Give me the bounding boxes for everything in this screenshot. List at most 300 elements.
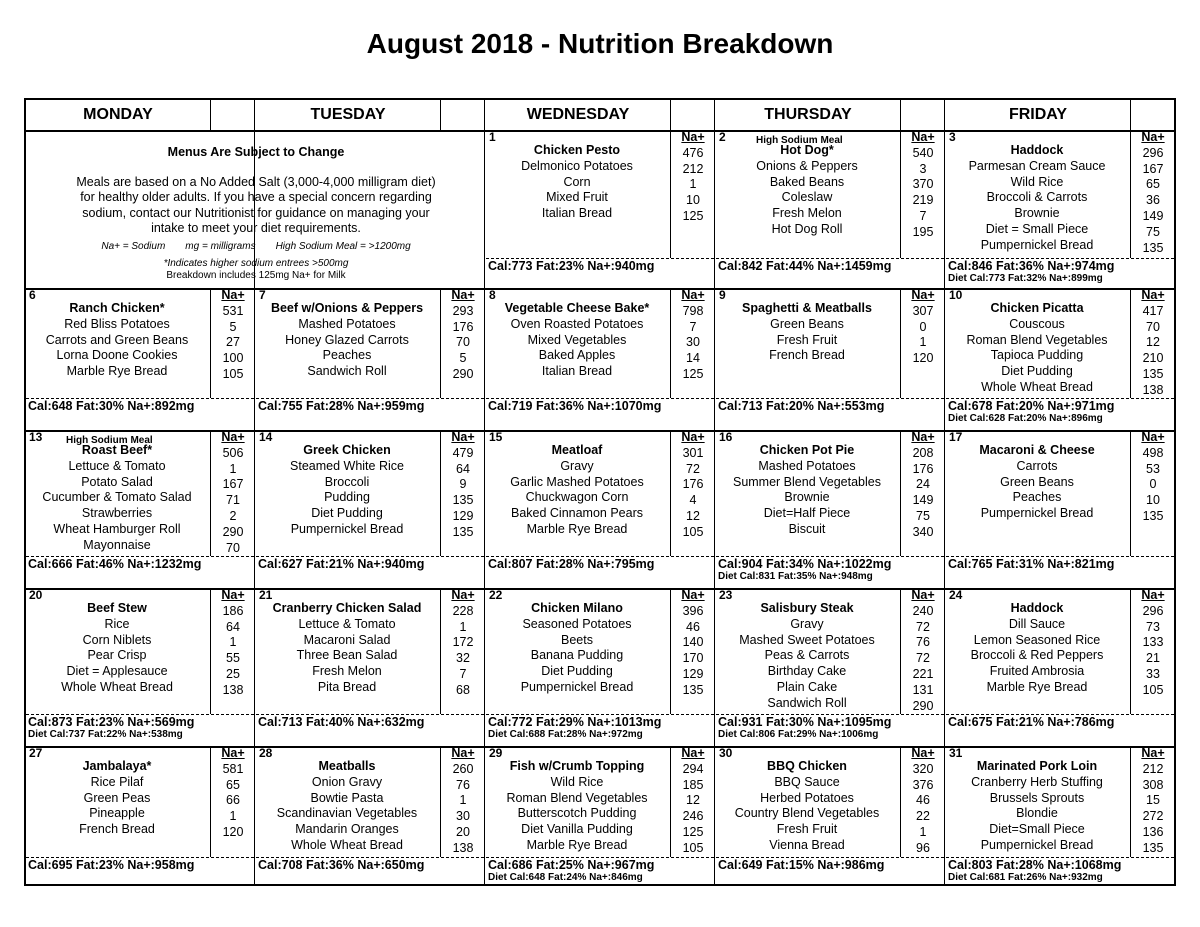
menu-item: Steamed White Rice (290, 458, 404, 473)
entree: Chicken Milano (531, 601, 623, 615)
sodium-label: Na+ (681, 430, 705, 444)
menu-item: Mixed Vegetables (527, 332, 627, 347)
nutrition-summary: Cal:666 Fat:46% Na+:1232mg (26, 556, 254, 572)
menu-item: Garlic Mashed Potatoes (510, 474, 644, 489)
sodium-value: 1 (689, 177, 697, 192)
day-number: 16 (719, 430, 733, 444)
menu-item: Gravy (560, 458, 594, 473)
column-divider (944, 100, 945, 886)
sodium-value: 76 (916, 635, 930, 650)
nutrition-summary: Cal:719 Fat:36% Na+:1070mg (486, 398, 714, 414)
menu-item: Red Bliss Potatoes (64, 316, 170, 331)
sodium-value: 138 (222, 682, 244, 697)
day-cell (486, 746, 714, 886)
menu-item: Brownie (1014, 206, 1060, 221)
sodium-value: 170 (682, 651, 704, 666)
menu-items (486, 143, 668, 222)
day-cell (946, 288, 1174, 430)
sodium-label: Na+ (1141, 588, 1165, 602)
day-number: 22 (489, 588, 503, 602)
header-divider (900, 100, 901, 130)
sodium-divider (210, 746, 211, 857)
sodium-divider (1130, 430, 1131, 556)
menu-items (946, 601, 1128, 696)
nutrition-summary: Cal:773 Fat:23% Na+:940mg (486, 258, 714, 274)
menu-item: Italian Bread (541, 206, 613, 221)
sodium-value: 172 (452, 635, 474, 650)
sodium-value: 135 (682, 682, 704, 697)
menu-item: Lettuce & Tomato (68, 458, 166, 473)
menu-item: Pudding (324, 490, 370, 505)
sodium-value: 72 (916, 651, 930, 666)
menu-items (716, 301, 898, 364)
sodium-value: 340 (912, 524, 934, 539)
menu-item: Strawberries (81, 506, 153, 521)
sodium-value: 25 (226, 666, 240, 681)
nutrition-summary: Cal:648 Fat:30% Na+:892mg (26, 398, 254, 414)
sodium-value: 307 (912, 303, 934, 318)
menu-item: Marble Rye Bread (986, 679, 1088, 694)
entree: Salisbury Steak (760, 601, 854, 615)
sodium-value: 9 (459, 477, 467, 492)
day-number: 8 (489, 288, 496, 302)
sodium-value: 221 (912, 666, 934, 681)
day-cell (26, 430, 254, 588)
sodium-value: 20 (456, 824, 470, 839)
sodium-value: 290 (452, 366, 474, 381)
sodium-value: 70 (226, 540, 240, 555)
sodium-value: 0 (919, 319, 927, 334)
menu-item: Butterscotch Pudding (517, 806, 637, 821)
sodium-value: 105 (222, 366, 244, 381)
menu-item: Onion Gravy (311, 774, 383, 789)
sodium-value: 30 (686, 335, 700, 350)
intro-notes (26, 130, 486, 288)
menu-item: Beets (561, 632, 593, 647)
sodium-values (904, 746, 942, 857)
sodium-value: 370 (912, 177, 934, 192)
sodium-values (904, 430, 942, 541)
menu-items (946, 443, 1128, 522)
sodium-divider (900, 288, 901, 398)
sodium-label: Na+ (221, 430, 245, 444)
entree: Fish w/Crumb Topping (509, 759, 645, 773)
sodium-value: 105 (682, 840, 704, 855)
sodium-value: 417 (1142, 303, 1164, 318)
nutrition-summary: Cal:803 Fat:28% Na+:1068mg (946, 857, 1174, 873)
entree: Chicken Picatta (990, 301, 1084, 315)
sodium-value: 167 (1142, 161, 1164, 176)
menu-item: Brussels Sprouts (989, 790, 1085, 805)
sodium-values (904, 288, 942, 367)
menu-item: Cranberry Herb Stuffing (971, 774, 1103, 789)
nutrition-summary: Cal:931 Fat:30% Na+:1095mg (716, 714, 944, 730)
header-divider (1130, 100, 1131, 130)
sodium-value: 73 (1146, 619, 1160, 634)
sodium-value: 129 (682, 666, 704, 681)
menu-item: Diet = Small Piece (985, 221, 1089, 236)
menu-item: Pumpernickel Bread (290, 521, 404, 536)
menu-item: Lettuce & Tomato (298, 616, 396, 631)
sodium-values (1134, 746, 1172, 857)
day-number: 6 (29, 288, 36, 302)
sodium-value: 12 (686, 508, 700, 523)
menu-item: Fresh Melon (772, 206, 842, 221)
day-number: 24 (949, 588, 963, 602)
nutrition-summary: Cal:904 Fat:34% Na+:1022mg (716, 556, 944, 572)
sodium-value: 3 (919, 161, 927, 176)
day-cell (486, 288, 714, 430)
menu-item: Baked Cinnamon Pears (510, 506, 644, 521)
sodium-value: 125 (682, 208, 704, 223)
sodium-value: 1 (459, 619, 467, 634)
menu-item: Oven Roasted Potatoes (510, 316, 644, 331)
menu-item: Corn Niblets (82, 632, 152, 647)
menu-item: Mandarin Oranges (295, 822, 399, 837)
day-cell (26, 588, 254, 746)
sodium-values (904, 130, 942, 241)
sodium-values (444, 430, 482, 541)
day-number: 29 (489, 746, 503, 760)
menu-item: Lorna Doone Cookies (56, 348, 178, 363)
sodium-value: 1 (919, 335, 927, 350)
intro-line: for healthy older adults. If you have a special concern regarding (80, 190, 432, 204)
sodium-label: Na+ (451, 746, 475, 760)
menu-item: Wild Rice (1010, 174, 1064, 189)
day-cell (946, 746, 1174, 886)
menu-item: Cucumber & Tomato Salad (42, 490, 192, 505)
sodium-value: 66 (226, 793, 240, 808)
day-number: 3 (949, 130, 956, 144)
sodium-value: 479 (452, 445, 474, 460)
entree: Haddock (1010, 601, 1064, 615)
day-number: 1 (489, 130, 496, 144)
menu-item: Peas & Carrots (764, 648, 850, 663)
menu-item: Lemon Seasoned Rice (973, 632, 1101, 647)
sodium-value: 2 (229, 508, 237, 523)
day-cell (256, 430, 484, 588)
sodium-value: 55 (226, 651, 240, 666)
sodium-label: Na+ (911, 588, 935, 602)
nutrition-summary: Cal:649 Fat:15% Na+:986mg (716, 857, 944, 873)
intro-body (26, 175, 486, 237)
menu-item: Mashed Potatoes (758, 458, 856, 473)
sodium-value: 7 (919, 208, 927, 223)
weekday-label: WEDNESDAY (526, 106, 630, 123)
entree: Roast Beef* (81, 443, 153, 457)
legend-mg: mg = milligrams (185, 240, 256, 252)
sodium-value: 219 (912, 193, 934, 208)
sodium-value: 246 (682, 809, 704, 824)
sodium-value: 36 (1146, 193, 1160, 208)
sodium-values (1134, 430, 1172, 525)
sodium-value: 12 (1146, 335, 1160, 350)
menu-item: Corn (563, 174, 591, 189)
sodium-value: 1 (919, 824, 927, 839)
sodium-value: 176 (912, 461, 934, 476)
sodium-label: Na+ (1141, 288, 1165, 302)
menu-item: Fresh Fruit (776, 822, 838, 837)
sodium-divider (210, 588, 211, 714)
high-sodium-note: High Sodium Meal (66, 435, 153, 446)
sodium-label: Na+ (681, 130, 705, 144)
sodium-divider (1130, 130, 1131, 258)
sodium-value: 100 (222, 351, 244, 366)
menu-items (26, 759, 208, 838)
menu-item: Delmonico Potatoes (521, 158, 633, 173)
sodium-value: 1 (229, 809, 237, 824)
menu-items (256, 301, 438, 380)
sodium-value: 75 (1146, 224, 1160, 239)
day-number: 2 (719, 130, 726, 144)
entree: Beef Stew (87, 601, 147, 615)
entree: Ranch Chicken* (69, 301, 165, 315)
sodium-divider (440, 430, 441, 556)
sodium-value: 46 (686, 619, 700, 634)
sodium-label: Na+ (221, 746, 245, 760)
high-sodium-note: High Sodium Meal (756, 135, 843, 146)
day-cell (256, 588, 484, 746)
sodium-value: 96 (916, 840, 930, 855)
menu-items (946, 759, 1128, 854)
sodium-value: 53 (1146, 461, 1160, 476)
day-number: 30 (719, 746, 733, 760)
sodium-value: 138 (1142, 382, 1164, 397)
sodium-values (674, 588, 712, 699)
sodium-value: 125 (682, 824, 704, 839)
entree: Chicken Pot Pie (759, 443, 855, 457)
sodium-values (674, 430, 712, 541)
sodium-divider (1130, 288, 1131, 398)
menu-item: Carrots (1016, 458, 1058, 473)
sodium-value: 208 (912, 445, 934, 460)
sodium-divider (210, 430, 211, 556)
menu-item: Fresh Fruit (776, 332, 838, 347)
entree: BBQ Chicken (767, 759, 847, 773)
menu-item: Green Peas (83, 790, 151, 805)
menu-item: Pumpernickel Bread (980, 237, 1094, 252)
menu-item: Whole Wheat Bread (291, 837, 403, 852)
sodium-value: 531 (222, 303, 244, 318)
entree: Greek Chicken (303, 443, 391, 457)
sodium-label: Na+ (911, 746, 935, 760)
menu-item: Tapioca Pudding (990, 348, 1084, 363)
day-number: 20 (29, 588, 43, 602)
day-cell (946, 588, 1174, 746)
menu-item: Marble Rye Bread (66, 364, 168, 379)
sodium-values (214, 746, 252, 841)
sodium-value: 290 (912, 698, 934, 713)
menu-item: Green Beans (770, 316, 844, 331)
sodium-value: 72 (686, 461, 700, 476)
sodium-value: 135 (1142, 240, 1164, 255)
menu-items (716, 759, 898, 854)
menu-item: Pumpernickel Bread (520, 679, 634, 694)
menu-items (946, 143, 1128, 254)
sodium-value: 131 (912, 682, 934, 697)
menu-item: Diet=Half Piece (763, 506, 851, 521)
nutrition-summary: Cal:678 Fat:20% Na+:971mg (946, 398, 1174, 414)
menu-item: Broccoli & Red Peppers (970, 648, 1104, 663)
diet-summary: Diet Cal:737 Fat:22% Na+:538mg (28, 729, 183, 740)
menu-item: Marble Rye Bread (526, 521, 628, 536)
sodium-value: 120 (222, 824, 244, 839)
menu-item: Summer Blend Vegetables (732, 474, 881, 489)
diet-summary: Diet Cal:628 Fat:20% Na+:896mg (948, 413, 1103, 424)
menu-item: Rice (104, 616, 130, 631)
sodium-value: 133 (1142, 635, 1164, 650)
sodium-value: 7 (459, 666, 467, 681)
menu-item: Broccoli (324, 474, 370, 489)
menu-item: Diet Pudding (1001, 364, 1073, 379)
sodium-label: Na+ (1141, 130, 1165, 144)
sodium-value: 15 (1146, 793, 1160, 808)
header-divider (440, 100, 441, 130)
entree: Cranberry Chicken Salad (272, 601, 422, 615)
menu-item: Baked Beans (769, 174, 845, 189)
nutrition-summary: Cal:713 Fat:40% Na+:632mg (256, 714, 484, 730)
sodium-label: Na+ (221, 588, 245, 602)
sodium-value: 105 (1142, 682, 1164, 697)
sodium-value: 129 (452, 508, 474, 523)
sodium-values (674, 746, 712, 857)
sodium-values (674, 288, 712, 383)
menu-item: Pear Crisp (87, 648, 147, 663)
legend-sodium: Na+ = Sodium (101, 240, 166, 252)
sodium-value: 5 (459, 351, 467, 366)
sodium-value: 65 (1146, 177, 1160, 192)
menu-item: Sandwich Roll (767, 695, 847, 710)
weekday-label: FRIDAY (1008, 106, 1068, 123)
intro-indicator: *Indicates higher sodium entrees >500mg (163, 258, 349, 269)
sodium-value: 138 (452, 840, 474, 855)
nutrition-summary: Cal:713 Fat:20% Na+:553mg (716, 398, 944, 414)
weekday-label: MONDAY (83, 106, 153, 123)
menu-item: Whole Wheat Bread (981, 379, 1093, 394)
calendar-grid (24, 98, 1176, 886)
sodium-value: 498 (1142, 445, 1164, 460)
menu-item: Coleslaw (781, 190, 833, 205)
sodium-value: 212 (1142, 761, 1164, 776)
menu-item: Three Bean Salad (296, 648, 398, 663)
entree: Meatballs (318, 759, 376, 773)
menu-item: Broccoli & Carrots (986, 190, 1088, 205)
sodium-value: 167 (222, 477, 244, 492)
weekday-label: TUESDAY (310, 106, 386, 123)
day-cell (486, 130, 714, 288)
sodium-values (214, 288, 252, 383)
intro-heading: Menus Are Subject to Change (167, 145, 345, 159)
sodium-value: 140 (682, 635, 704, 650)
menu-item: Diet Vanilla Pudding (521, 822, 633, 837)
sodium-divider (900, 430, 901, 556)
sodium-label: Na+ (911, 430, 935, 444)
menu-items (946, 301, 1128, 396)
sodium-value: 798 (682, 303, 704, 318)
weekday-header (26, 100, 1174, 132)
sodium-values (444, 746, 482, 857)
diet-summary: Diet Cal:688 Fat:28% Na+:972mg (488, 729, 643, 740)
menu-item: French Bread (79, 822, 155, 837)
nutrition-summary: Cal:846 Fat:36% Na+:974mg (946, 258, 1174, 274)
sodium-value: 195 (912, 224, 934, 239)
menu-items (716, 601, 898, 712)
sodium-value: 14 (686, 351, 700, 366)
entree: Vegetable Cheese Bake* (504, 301, 650, 315)
menu-item: Mixed Fruit (546, 190, 608, 205)
menu-items (256, 443, 438, 538)
sodium-label: Na+ (221, 288, 245, 302)
nutrition-summary: Cal:772 Fat:29% Na+:1013mg (486, 714, 714, 730)
sodium-value: 476 (682, 145, 704, 160)
menu-item: Seasoned Potatoes (522, 616, 632, 631)
sodium-value: 320 (912, 761, 934, 776)
menu-items (256, 601, 438, 696)
menu-items (256, 759, 438, 854)
nutrition-summary: Cal:807 Fat:28% Na+:795mg (486, 556, 714, 572)
sodium-value: 65 (226, 777, 240, 792)
day-number: 21 (259, 588, 273, 602)
menu-item: Couscous (1009, 316, 1065, 331)
entree: Chicken Pesto (533, 143, 621, 157)
menu-item: Whole Wheat Bread (61, 679, 173, 694)
sodium-value: 70 (456, 335, 470, 350)
sodium-value: 396 (682, 603, 704, 618)
diet-summary: Diet Cal:681 Fat:26% Na+:932mg (948, 872, 1103, 883)
sodium-values (444, 588, 482, 699)
diet-summary: Diet Cal:806 Fat:29% Na+:1006mg (718, 729, 879, 740)
sodium-value: 176 (452, 319, 474, 334)
diet-summary: Diet Cal:831 Fat:35% Na+:948mg (718, 571, 873, 582)
header-divider (210, 100, 211, 130)
entree: Spaghetti & Meatballs (742, 301, 872, 315)
day-cell (716, 130, 944, 288)
menu-item: Green Beans (1000, 474, 1074, 489)
day-cell (716, 288, 944, 430)
sodium-value: 120 (912, 351, 934, 366)
sodium-divider (900, 130, 901, 258)
sodium-value: 72 (916, 619, 930, 634)
sodium-value: 21 (1146, 651, 1160, 666)
column-divider (714, 100, 715, 886)
sodium-label: Na+ (451, 588, 475, 602)
menu-item: Herbed Potatoes (760, 790, 854, 805)
menu-item: Parmesan Cream Sauce (968, 158, 1106, 173)
day-number: 27 (29, 746, 43, 760)
sodium-values (1134, 130, 1172, 256)
sodium-values (674, 130, 712, 225)
menu-items (486, 301, 668, 380)
menu-items (486, 759, 668, 854)
sodium-value: 22 (916, 809, 930, 824)
sodium-divider (1130, 588, 1131, 714)
sodium-label: Na+ (1141, 746, 1165, 760)
entree: Jambalaya* (82, 759, 152, 773)
sodium-value: 260 (452, 761, 474, 776)
menu-items (26, 601, 208, 696)
day-cell (256, 746, 484, 886)
sodium-value: 24 (916, 477, 930, 492)
sodium-value: 33 (1146, 666, 1160, 681)
day-cell (946, 430, 1174, 588)
legend-high-sodium: High Sodium Meal = >1200mg (275, 240, 411, 252)
sodium-label: Na+ (451, 430, 475, 444)
nutrition-summary: Cal:755 Fat:28% Na+:959mg (256, 398, 484, 414)
sodium-value: 64 (456, 461, 470, 476)
menu-item: Wheat Hamburger Roll (53, 521, 181, 536)
day-cell (716, 588, 944, 746)
column-divider (254, 100, 255, 886)
